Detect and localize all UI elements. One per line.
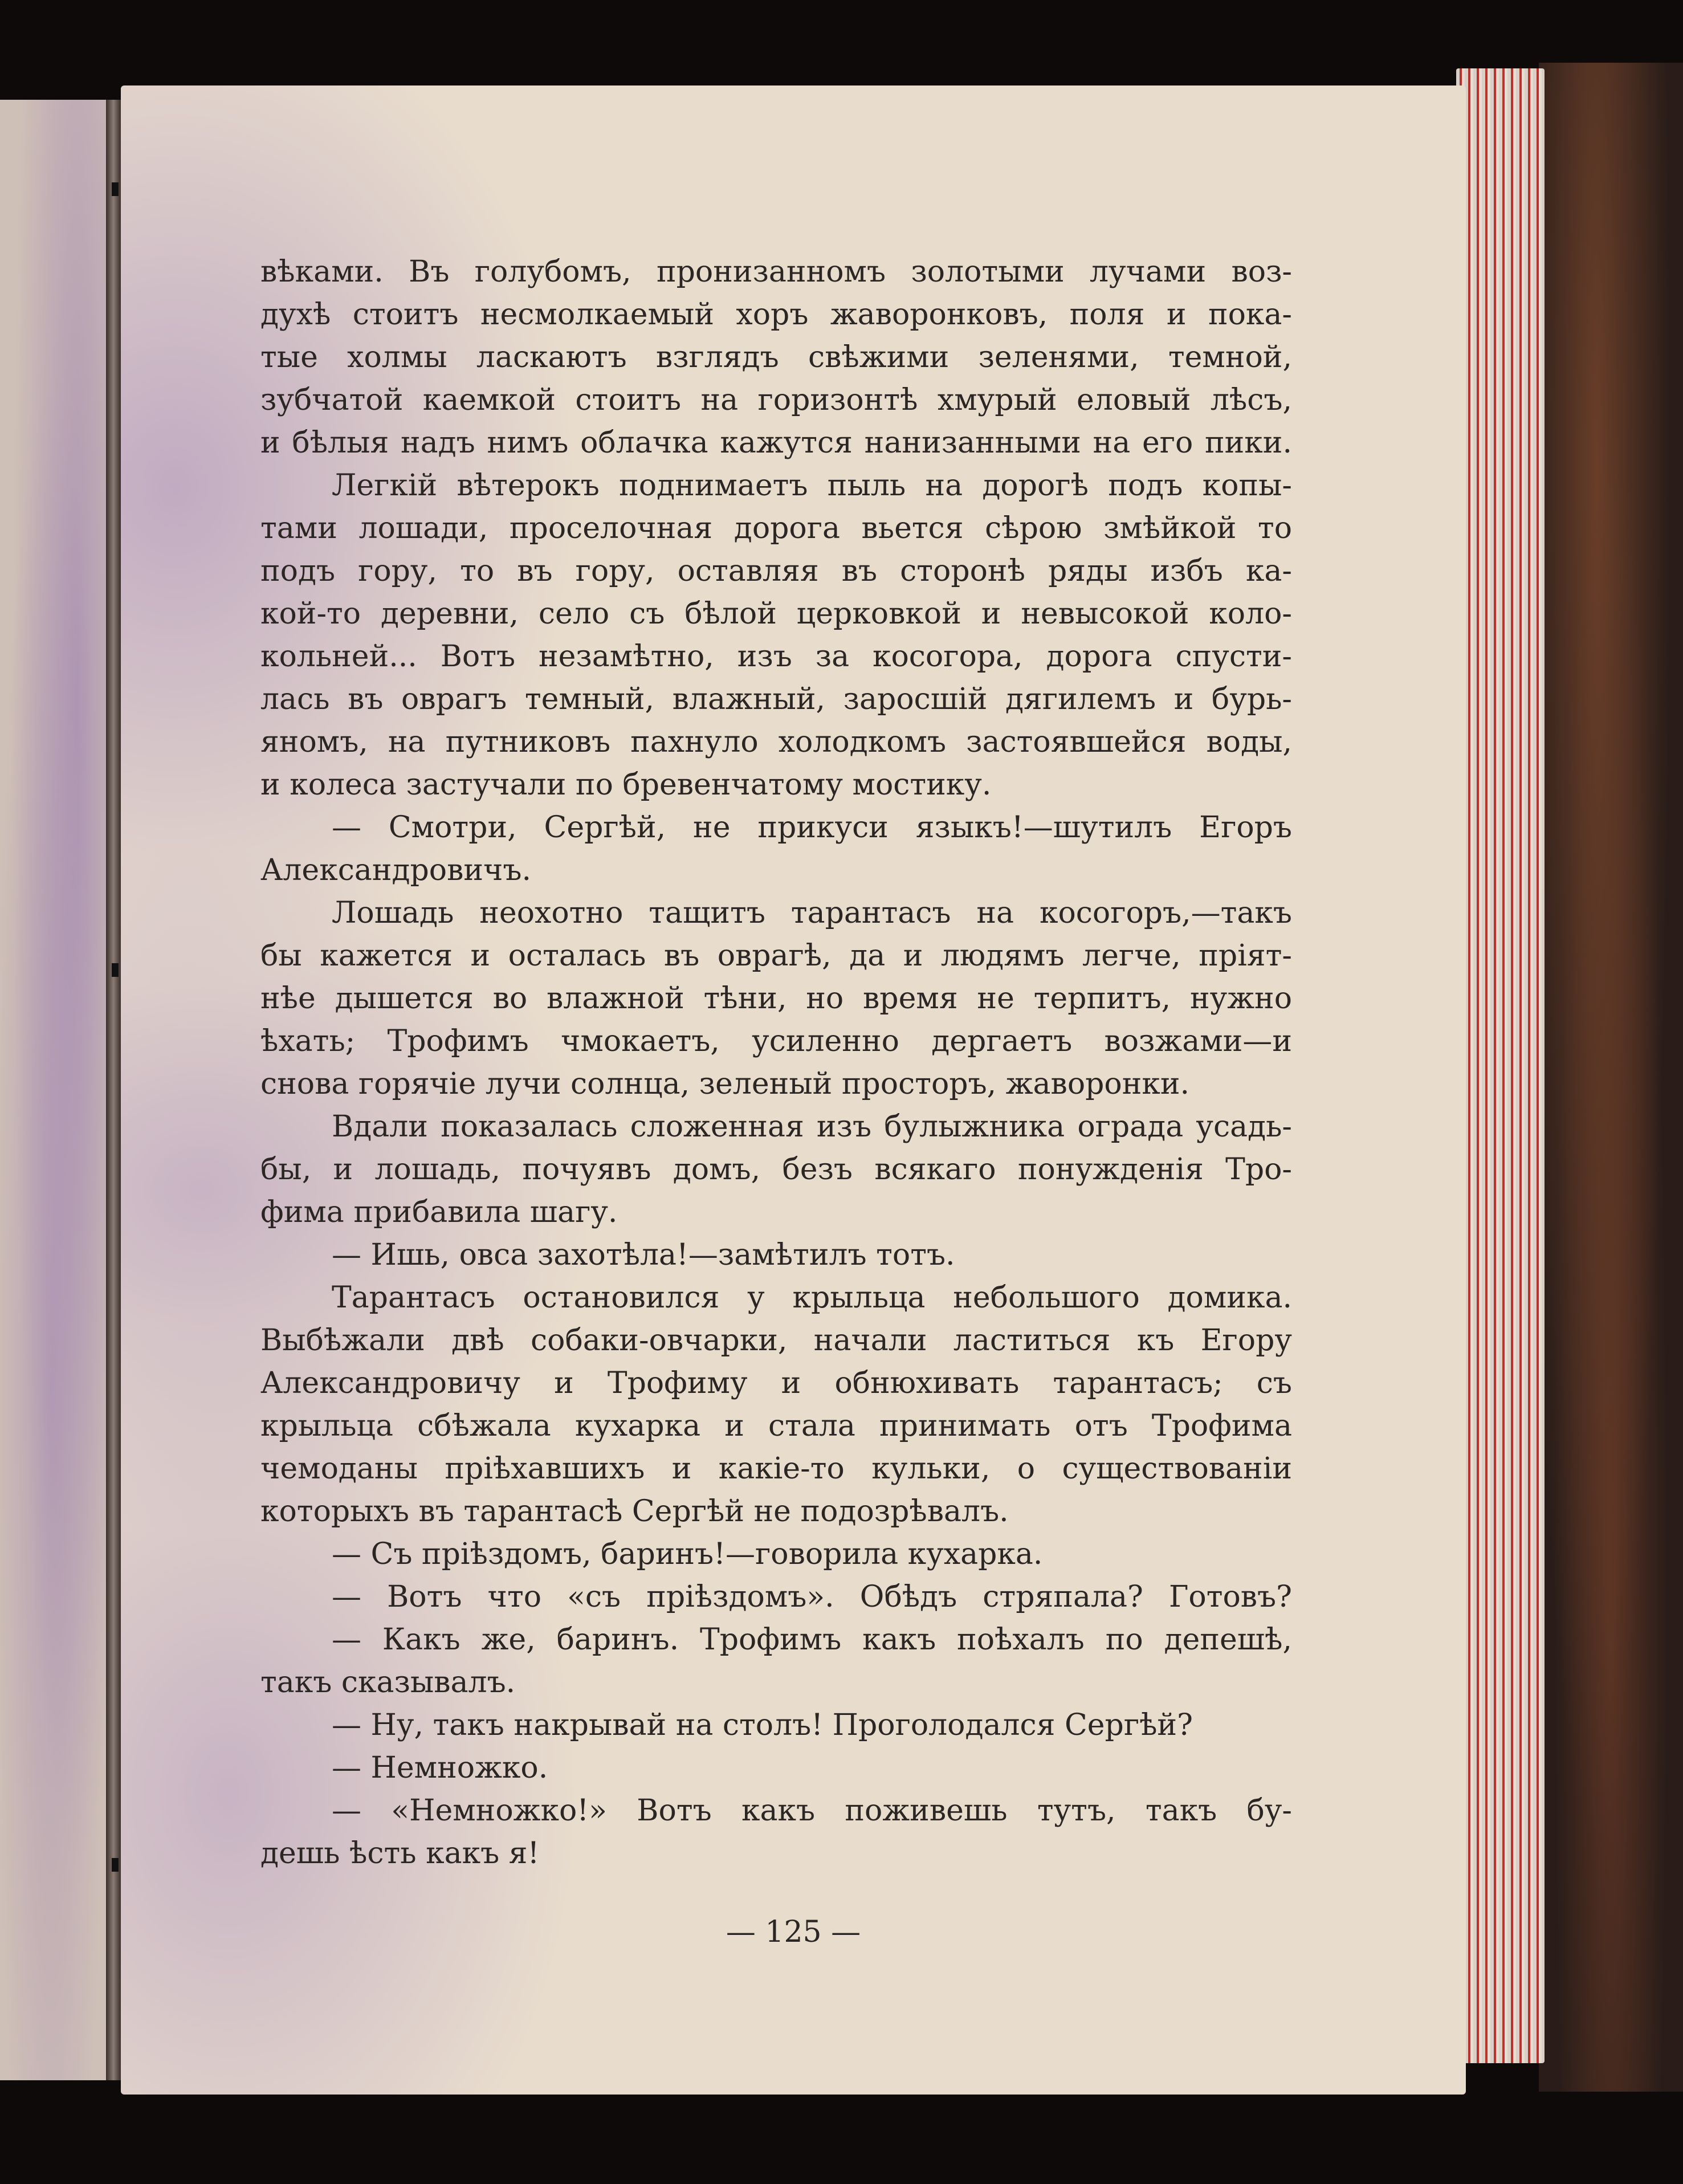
text-line: снова горячіе лучи солнца, зеленый просторъ, жаворонки. [260, 1067, 1190, 1101]
page-text [260, 251, 1292, 1875]
text-line: духѣ стоитъ несмолкаемый хоръ жаворонковъ, поля и пока- [260, 298, 1292, 332]
text-line: яномъ, на путниковъ пахнуло холодкомъ застоявшейся воды, [260, 725, 1292, 759]
text-line: бы кажется и осталась въ оврагѣ, да и людямъ легче, пріят- [260, 939, 1292, 973]
text-line: и колеса застучали по бревенчатому мостику. [260, 768, 992, 802]
page-edges [1456, 68, 1545, 2063]
text-line: Тарантасъ остановился у крыльца небольшого домика. [332, 1281, 1292, 1315]
text-line: Лошадь неохотно тащитъ тарантасъ на косогоръ,—такъ [332, 896, 1292, 930]
text-line: подъ гору, то въ гору, оставляя въ сторонѣ ряды избъ ка- [260, 554, 1292, 588]
text-line: — Немножко. [332, 1751, 548, 1785]
text-line: нѣе дышется во влажной тѣни, но время не терпитъ, нужно [260, 981, 1292, 1016]
text-line: — Какъ же, баринъ. Трофимъ какъ поѣхалъ по депешѣ, [332, 1623, 1292, 1657]
text-line: — Смотри, Сергѣй, не прикуси языкъ!—шутилъ Егоръ [332, 810, 1292, 845]
text-line: Александровичъ. [260, 853, 532, 887]
text-line: — «Немножко!» Вотъ какъ поживешь тутъ, такъ бу- [332, 1794, 1292, 1828]
text-line: Вдали показалась сложенная изъ булыжника ограда усадь- [332, 1110, 1292, 1144]
text-line: бы, и лошадь, почуявъ домъ, безъ всякаго понужденія Тро- [260, 1152, 1292, 1187]
text-line: дешь ѣсть какъ я! [260, 1836, 540, 1871]
page-number: — 125 — [726, 1915, 861, 1949]
book-gutter [106, 100, 121, 2080]
text-line: Легкій вѣтерокъ поднимаетъ пыль на дорогѣ подъ копы- [332, 468, 1292, 503]
book-cover [1539, 63, 1683, 2092]
text-line: тами лошади, проселочная дорога вьется сѣрою змѣйкой то [260, 511, 1292, 545]
text-line: — Вотъ что «съ пріѣздомъ». Обѣдъ стряпала? Готовъ? [332, 1580, 1292, 1614]
text-line: фима прибавила шагу. [260, 1195, 618, 1229]
text-line: зубчатой каемкой стоитъ на горизонтѣ хмурый еловый лѣсъ, [260, 383, 1292, 417]
text-line: Александровичу и Трофиму и обнюхивать тарантасъ; съ [260, 1366, 1292, 1400]
text-line: чемоданы пріѣхавшихъ и какіе-то кульки, о существованіи [260, 1452, 1292, 1486]
text-line: которыхъ въ тарантасѣ Сергѣй не подозрѣвалъ. [260, 1494, 1009, 1529]
text-line: такъ сказывалъ. [260, 1665, 516, 1700]
text-line: лась въ оврагъ темный, влажный, заросшій дягилемъ и бурь- [260, 682, 1292, 716]
text-line: и бѣлыя надъ нимъ облачка кажутся нанизанными на его пики. [260, 426, 1292, 460]
text-line: кольней... Вотъ незамѣтно, изъ за косогора, дорога спусти- [260, 639, 1292, 674]
text-line: — Ишь, овса захотѣла!—замѣтилъ тотъ. [332, 1238, 955, 1272]
text-line: ѣхать; Трофимъ чмокаетъ, усиленно дергаетъ возжами—и [260, 1024, 1292, 1058]
text-line: Выбѣжали двѣ собаки-овчарки, начали ластиться къ Егору [260, 1323, 1292, 1358]
text-line: тые холмы ласкаютъ взглядъ свѣжими зеленями, темной, [260, 340, 1292, 374]
text-line: — Ну, такъ накрывай на столъ! Проголодался Сергѣй? [332, 1708, 1193, 1742]
text-line: вѣками. Въ голубомъ, пронизанномъ золотыми лучами воз- [260, 255, 1292, 289]
book-page [121, 85, 1466, 2095]
text-line: — Съ пріѣздомъ, баринъ!—говорила кухарка. [332, 1537, 1043, 1571]
text-line: крыльца сбѣжала кухарка и стала принимать отъ Трофима [260, 1409, 1292, 1443]
binding-thread [112, 182, 119, 196]
binding-thread [112, 963, 119, 977]
text-line: кой-то деревни, село съ бѣлой церковкой и невысокой коло- [260, 597, 1292, 631]
binding-thread [112, 1858, 119, 1872]
